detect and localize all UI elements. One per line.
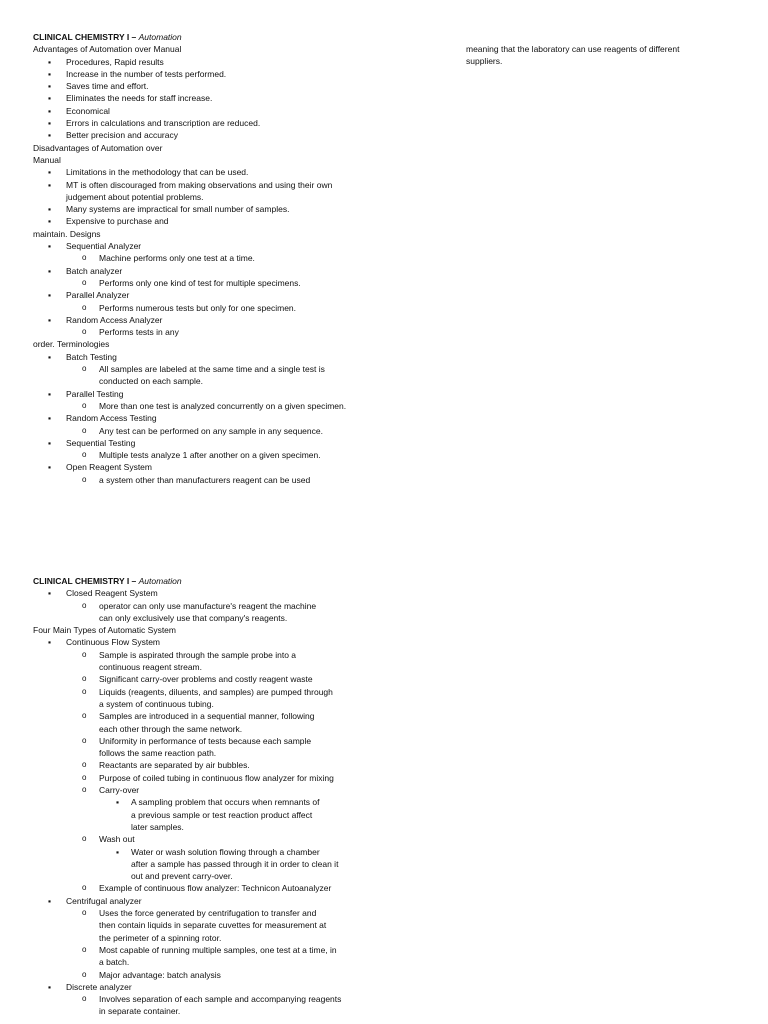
circle-bullet-icon: o <box>82 686 87 696</box>
list-item: o Liquids (reagents, diluents, and samples) are pumped through a system of continuous tubing. <box>82 686 333 709</box>
terminologies-heading: order. Terminologies <box>33 339 110 350</box>
bullet-icon: ▪ <box>48 167 52 178</box>
list-item: o Performs only one kind of test for multiple specimens. <box>82 277 301 288</box>
bullet-icon: ▪ <box>48 130 52 141</box>
list-item: ▪ Procedures, Rapid results <box>48 56 164 67</box>
list-item: o Major advantage: batch analysis <box>82 969 221 980</box>
circle-bullet-icon: o <box>82 772 87 782</box>
circle-bullet-icon: o <box>82 711 87 721</box>
bullet-icon: ▪ <box>48 388 52 399</box>
list-item: ▪ Better precision and accuracy <box>48 130 178 141</box>
circle-bullet-icon: o <box>82 834 87 844</box>
circle-bullet-icon: o <box>82 253 87 263</box>
list-item: o Most capable of running multiple samples, one test at a time, in a batch. <box>82 944 337 968</box>
list-item: o Involves separation of each sample and accompanying reagents in separate container. <box>82 994 342 1017</box>
list-item: o Carry-over <box>82 785 140 796</box>
bullet-icon: ▪ <box>48 265 52 276</box>
header-subtitle: Automation <box>138 32 182 42</box>
circle-bullet-icon: o <box>82 302 87 312</box>
bullet-icon: ▪ <box>48 81 52 92</box>
bullet-icon: ▪ <box>48 314 52 325</box>
list-item: ▪ Water or wash solution flowing through a chamber after a sample has passed through it in order to clean it out and prevent carry-over. <box>116 846 339 882</box>
bullet-icon: ▪ <box>48 56 52 67</box>
circle-bullet-icon: o <box>82 425 87 435</box>
page-section-1 <box>33 31 393 486</box>
list-item: ▪ Saves time and effort. <box>48 81 149 92</box>
list-item: o Significant carry-over problems and costly reagent waste <box>82 674 313 685</box>
bullet-icon: ▪ <box>48 462 52 473</box>
list-item: o More than one test is analyzed concurrently on a given specimen. <box>82 400 347 411</box>
bullet-icon: ▪ <box>48 637 52 648</box>
list-item: ▪ Parallel Analyzer <box>48 290 130 301</box>
list-item: o Sample is aspirated through the sample probe into a continuous reagent stream. <box>82 649 297 673</box>
bullet-icon: ▪ <box>116 797 120 808</box>
bullet-icon: ▪ <box>48 204 52 215</box>
list-item: ▪ MT is often discouraged from making observations and using their own judgement about potential problems. <box>48 179 333 202</box>
circle-bullet-icon: o <box>82 735 87 745</box>
list-item: o Uniformity in performance of tests because each sample follows the same reaction path. <box>82 735 312 759</box>
circle-bullet-icon: o <box>82 760 87 770</box>
circle-bullet-icon: o <box>82 785 87 795</box>
circle-bullet-icon: o <box>82 944 87 954</box>
list-item: ▪ Parallel Testing <box>48 388 124 399</box>
circle-bullet-icon: o <box>82 908 87 918</box>
list-item: ▪ Limitations in the methodology that can be used. <box>48 167 249 178</box>
list-item: o Performs tests in any <box>82 327 179 338</box>
list-item: o Any test can be performed on any sample in any sequence. <box>82 425 323 436</box>
list-item: o Multiple tests analyze 1 after another on a given specimen. <box>82 450 321 461</box>
list-item: ▪ Errors in calculations and transcription are reduced. <box>48 118 261 129</box>
bullet-icon: ▪ <box>48 68 52 79</box>
bullet-icon: ▪ <box>48 241 52 252</box>
list-item: o Purpose of coiled tubing in continuous flow analyzer for mixing <box>82 772 334 783</box>
circle-bullet-icon: o <box>82 400 87 410</box>
bullet-icon: ▪ <box>48 105 52 116</box>
list-item: ▪ Centrifugal analyzer <box>48 895 142 906</box>
list-item: o Machine performs only one test at a time. <box>82 253 255 264</box>
list-item: ▪ Sequential Analyzer <box>48 241 142 252</box>
bullet-icon: ▪ <box>48 290 52 301</box>
list-item: ▪ Expensive to purchase and <box>48 216 169 227</box>
list-item: ▪ Economical <box>48 105 110 116</box>
list-item: o Example of continuous flow analyzer: Technicon Autoanalyzer <box>82 883 332 894</box>
disadvantages-heading-cont: Manual <box>33 154 61 165</box>
list-item: o a system other than manufacturers reagent can be used <box>82 474 311 485</box>
circle-bullet-icon: o <box>82 994 87 1004</box>
list-item: o Samples are introduced in a sequential manner, following each other through the same network. <box>82 711 315 734</box>
circle-bullet-icon: o <box>82 969 87 979</box>
header-title: CLINICAL CHEMISTRY I – <box>33 32 139 42</box>
circle-bullet-icon: o <box>82 450 87 460</box>
bullet-icon: ▪ <box>48 981 52 992</box>
designs-heading: maintain. Designs <box>33 228 101 239</box>
list-item: o All samples are labeled at the same time and a single test is conducted on each sample. <box>82 364 325 387</box>
circle-bullet-icon: o <box>82 674 87 684</box>
list-item: ▪ Sequential Testing <box>48 437 136 448</box>
four-types-heading: Four Main Types of Automatic System <box>33 625 176 636</box>
advantages-heading: Advantages of Automation over Manual <box>33 44 182 55</box>
circle-bullet-icon: o <box>82 277 87 287</box>
list-item: ▪ Open Reagent System <box>48 462 152 473</box>
circle-bullet-icon: o <box>82 600 87 610</box>
list-item: ▪ Random Access Analyzer <box>48 314 163 325</box>
list-item: o Reactants are separated by air bubbles. <box>82 760 250 771</box>
bullet-icon: ▪ <box>48 179 52 190</box>
bullet-icon: ▪ <box>48 118 52 129</box>
disadvantages-heading: Disadvantages of Automation over <box>33 142 163 153</box>
continuation-line: meaning that the laboratory can use reagents of different <box>466 44 680 54</box>
bullet-icon: ▪ <box>116 846 120 857</box>
bullet-icon: ▪ <box>48 216 52 227</box>
circle-bullet-icon: o <box>82 364 87 374</box>
list-item: ▪ Closed Reagent System <box>48 588 158 599</box>
bullet-icon: ▪ <box>48 413 52 424</box>
right-column-text <box>466 43 726 68</box>
list-item: o Performs numerous tests but only for one specimen. <box>82 302 297 313</box>
list-item: o operator can only use manufacture's reagent the machine can only exclusively use that company's reagents. <box>82 600 317 623</box>
bullet-icon: ▪ <box>48 895 52 906</box>
list-item: ▪ Batch analyzer <box>48 265 123 276</box>
bullet-icon: ▪ <box>48 588 52 599</box>
list-item: ▪ Many systems are impractical for small number of samples. <box>48 204 290 215</box>
list-item: ▪ Discrete analyzer <box>48 981 132 992</box>
circle-bullet-icon: o <box>82 474 87 484</box>
circle-bullet-icon: o <box>82 649 87 659</box>
list-item: o Wash out <box>82 834 135 845</box>
list-item: ▪ A sampling problem that occurs when remnants of a previous sample or test reaction product affect later samples. <box>116 797 320 832</box>
bullet-icon: ▪ <box>48 351 52 362</box>
header-subtitle: Automation <box>138 576 182 586</box>
list-item: o Uses the force generated by centrifugation to transfer and then contain liquids in separate cuvettes for measurement at the perimeter of a spinning rotor. <box>82 908 327 943</box>
list-item: ▪ Increase in the number of tests performed. <box>48 68 227 79</box>
circle-bullet-icon: o <box>82 327 87 337</box>
section-header <box>33 575 393 587</box>
section-header <box>33 31 393 43</box>
bullet-icon: ▪ <box>48 437 52 448</box>
list-item: ▪ Continuous Flow System <box>48 637 161 648</box>
list-item: ▪ Random Access Testing <box>48 413 157 424</box>
continuation-line: suppliers. <box>466 56 503 67</box>
circle-bullet-icon: o <box>82 883 87 893</box>
header-title: CLINICAL CHEMISTRY I – <box>33 576 139 586</box>
list-item: ▪ Batch Testing <box>48 351 117 362</box>
bullet-icon: ▪ <box>48 93 52 104</box>
page-section-2 <box>33 575 393 1018</box>
list-item: ▪ Eliminates the needs for staff increase. <box>48 93 213 104</box>
